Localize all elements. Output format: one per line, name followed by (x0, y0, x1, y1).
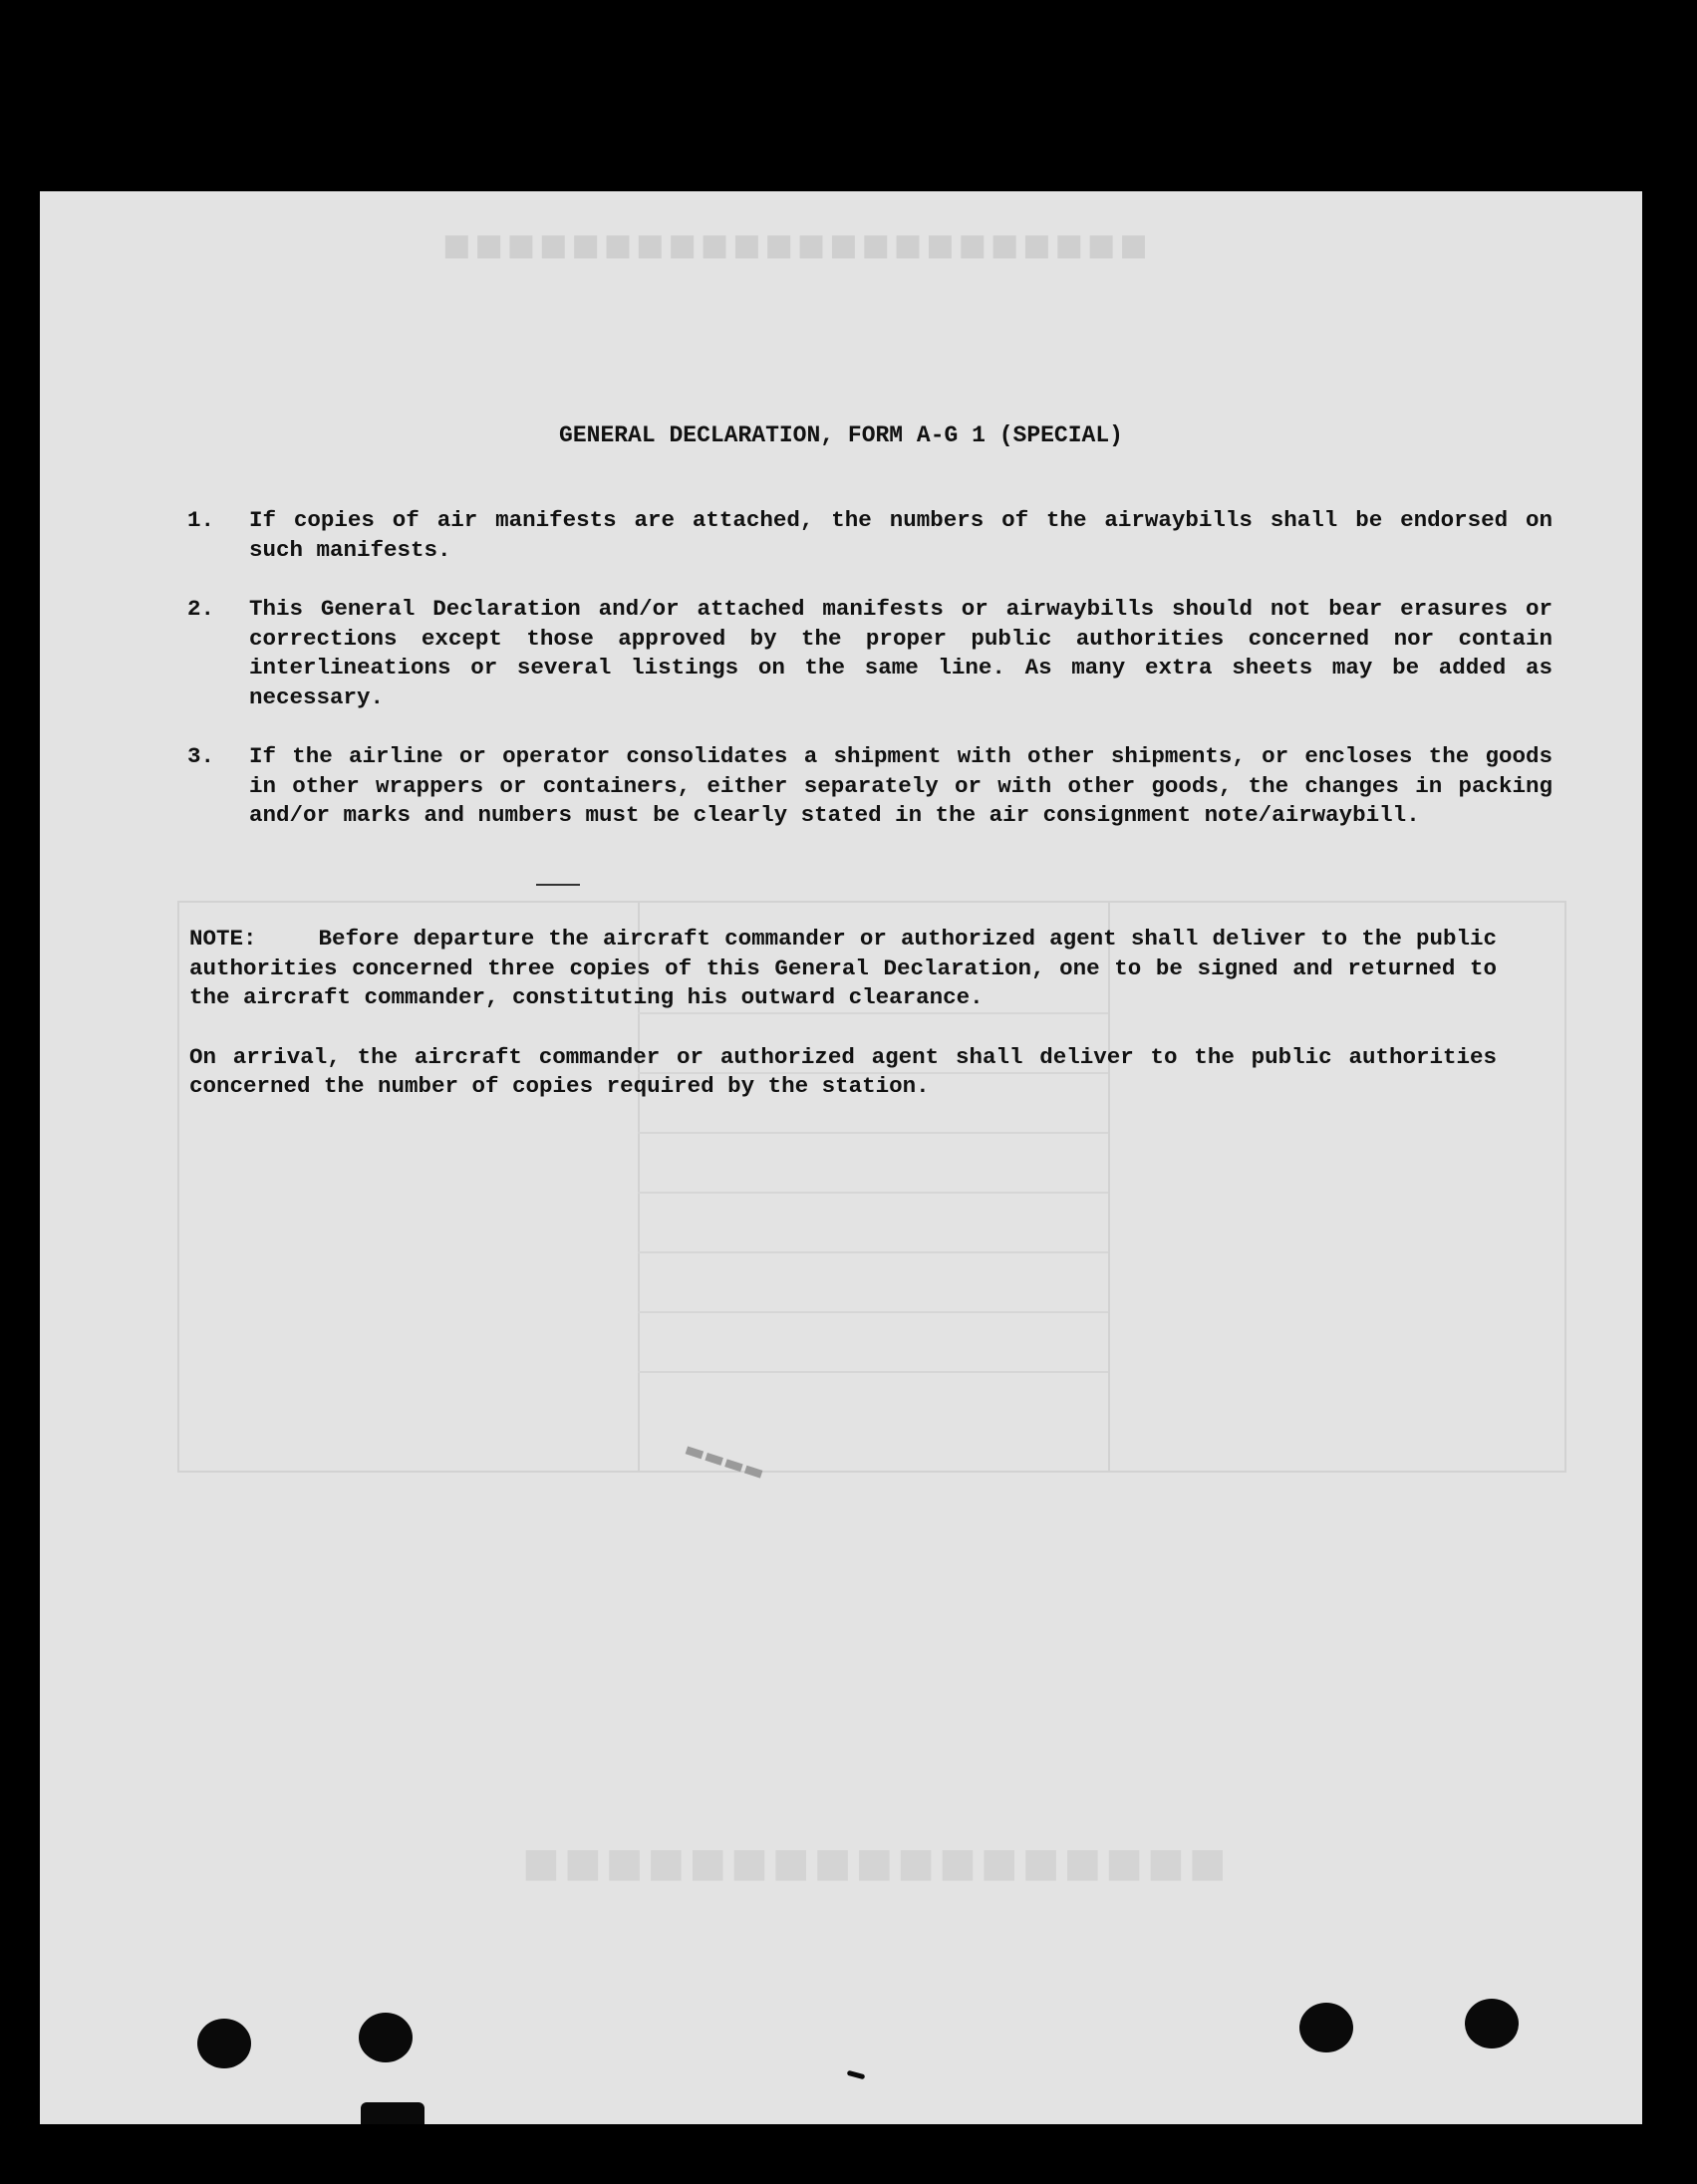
item-text: If the airline or operator consolidates a shipment with other shipments, or encloses the goods in other wrappers or containers, either separately or with other goods, the changes in packing and/or marks and numbers must be clearly stated in the air consignment note/airwaybill. (249, 743, 1553, 828)
instruction-item (187, 742, 1553, 831)
bleed-through-footer: ■■■■■■■■■■■■■■■■■ (518, 1845, 1227, 1892)
item-number: 1. (187, 507, 215, 533)
item-text: This General Declaration and/or attached manifests or airwaybills should not bear erasures or corrections except those approved by the proper public authorities concerned nor contain interlineations or several listings on the same line. As many extra sheets may be added as necessary. (249, 596, 1553, 710)
instruction-list (187, 506, 1553, 861)
item-number: 2. (187, 596, 215, 622)
instruction-item (187, 595, 1553, 712)
document-page (40, 191, 1642, 2124)
section-divider (536, 884, 580, 886)
bleed-through-header: ■■■■■■■■■■■■■■■■■■■■■■ (438, 231, 1148, 266)
note-block (189, 925, 1497, 1132)
arrival-paragraph: On arrival, the aircraft commander or authorized agent shall deliver to the public authorities concerned the number of copies required by the station. (189, 1043, 1497, 1099)
note-label: NOTE: (189, 926, 257, 952)
edge-smudge (361, 2102, 424, 2124)
form-title: GENERAL DECLARATION, FORM A-G 1 (SPECIAL) (559, 422, 1123, 448)
item-text: If copies of air manifests are attached, the numbers of the airwaybills shall be endorsed on such manifests. (249, 507, 1553, 563)
instruction-item (187, 506, 1553, 565)
note-text: Before departure the aircraft commander or authorized agent shall deliver to the public authorities concerned three copies of this General Declaration, one to be signed and returned to the aircraft commander, constituting his outward clearance. (189, 926, 1497, 1010)
punch-hole (197, 2019, 251, 2068)
punch-hole (1465, 1999, 1519, 2048)
punch-hole (359, 2013, 413, 2062)
item-number: 3. (187, 743, 215, 769)
faint-stamp-mark: ▬▬▬▬ (681, 1437, 768, 1487)
edge-smudge (847, 2070, 866, 2079)
note-paragraph (189, 925, 1497, 1013)
punch-hole (1299, 2003, 1353, 2052)
